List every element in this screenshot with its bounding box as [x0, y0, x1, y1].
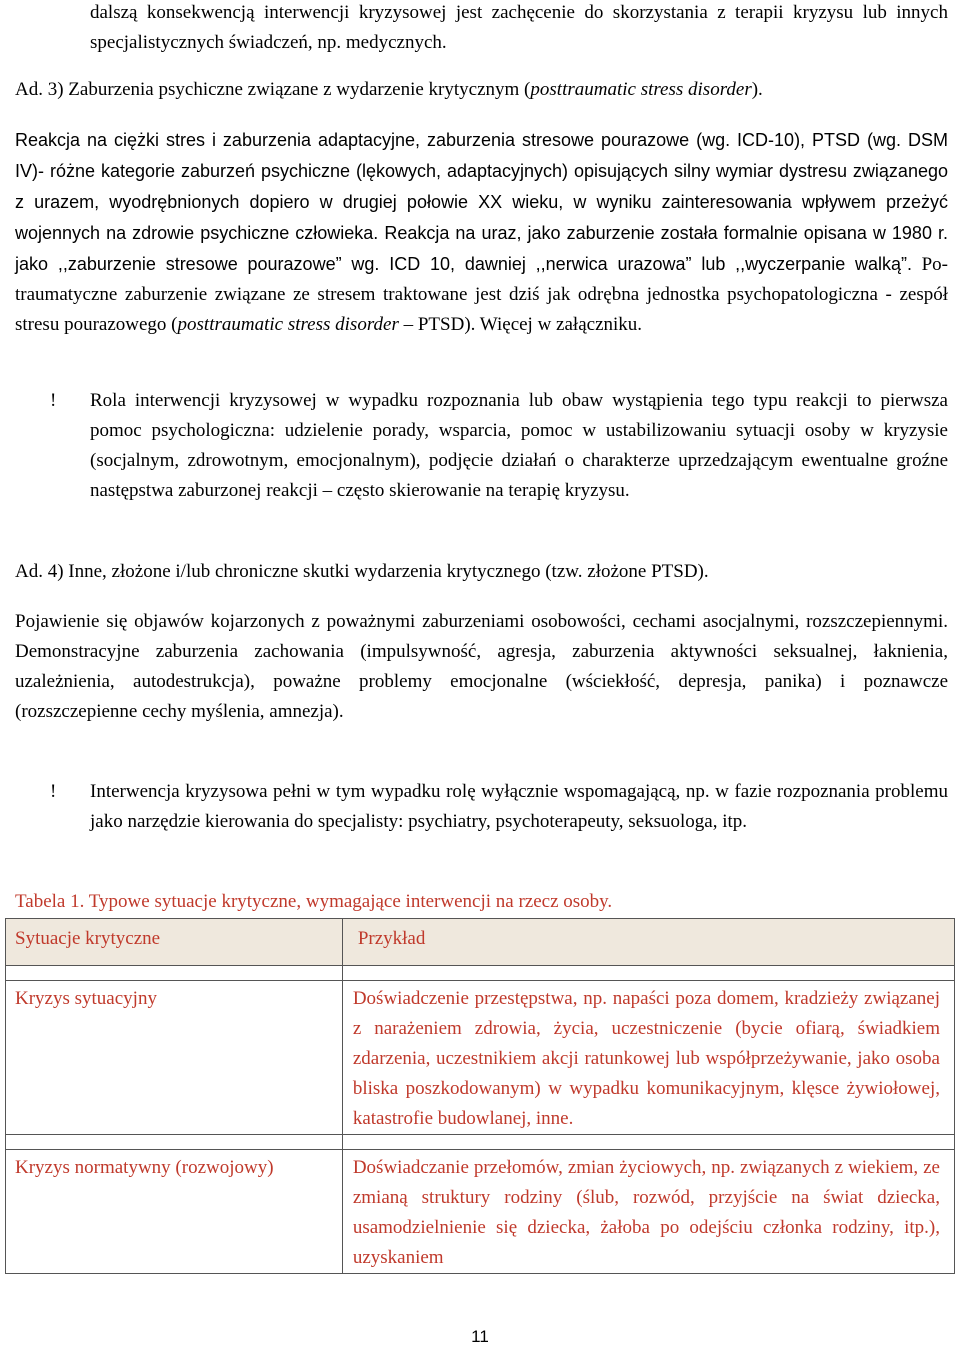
page-number: 11 — [471, 1327, 489, 1346]
table-header-row — [6, 919, 955, 966]
section-ad3-heading: Ad. 3) Zaburzenia psychiczne związane z wydarzenie krytycznym (posttraumatic stress disorder). — [15, 79, 763, 100]
table-spacer-row — [6, 1135, 955, 1150]
critical-situations-table — [5, 918, 955, 1274]
table-row — [6, 1150, 955, 1274]
bullet-support: Interwencja kryzysowa pełni w tym wypadku rolę wyłącznie wspomagającą, np. w fazie rozpoznania problemu jako narzędzie kierowania do specjalisty: psychiatry, psychoterapeuty, seksuologa, itp. — [90, 781, 948, 832]
table-header-cell: Sytuacje krytyczne — [6, 919, 343, 966]
table-row — [6, 981, 955, 1135]
table-cell: Doświadczenie przestępstwa, np. napaści poza domem, kradzieży związanej z narażeniem zdrowia, życia, uczestniczenie (bycie ofiarą, świadkiem zdarzenia, uczestnikiem akcji ratunkowej lub współprzeżywanie, jako osoba bliska poszkodowanym) w wypadku komunikacyjnym, klęsce żywiołowej, katastrofie budowlanej, inne. — [342, 981, 954, 1135]
exclamation-icon: ! — [50, 781, 57, 802]
paragraph-ptsd: Reakcja na ciężki stres i zaburzenia adaptacyjne, zaburzenia stresowe pourazowe (wg. ICD-10), PTSD (wg. DSM IV)- różne kategorie zaburzeń psychiczne (lękowych, adaptacyjnych) opisujących silny wymiar dystresu związanego z urazem, wyodrębnionych dopiero w drugiej połowie XX wieku, w wyniku zainteresowania wpływem przeżyć wojennych na zdrowie psychiczne człowieka. Reakcja na uraz, jako zaburzenie została formalnie opisana w 1980 r. jako ,,zaburzenie stresowe pourazowe” wg. ICD 10, dawniej ,,nerwica urazowa” lub ,,wyczerpanie walką”. Po-traumatyczne zaburzenie związane ze stresem traktowane jest dziś jak odrębna jednostka psychopatologiczna - zespół stresu pourazowego (posttraumatic stress disorder – PTSD). Więcej w załączniku. — [15, 130, 948, 335]
table-cell: Kryzys normatywny (rozwojowy) — [6, 1150, 343, 1274]
table-header-cell: Przykład — [342, 919, 954, 966]
section-ad4-heading: Ad. 4) Inne, złożone i/lub chroniczne skutki wydarzenia krytycznego (tzw. złożone PTSD). — [15, 561, 709, 582]
paragraph-intro: dalszą konsekwencją interwencji kryzysowej jest zachęcenie do skorzystania z terapii kryzysu lub innych specjalistycznych świadczeń, np. medycznych. — [90, 2, 948, 53]
bullet-role: Rola interwencji kryzysowej w wypadku rozpoznania lub obaw wystąpienia tego typu reakcji to pierwsza pomoc psychologiczna: udzielenie porady, wsparcia, pomoc w ustabilizowaniu sytuacji osoby w kryzysie (socjalnym, zdrowotnym, emocjonalnym), podjęcie działań o charakterze uprzedzającym ewentualne groźne następstwa zaburzonej reakcji – często skierowanie na terapię kryzysu. — [90, 390, 948, 501]
exclamation-icon: ! — [50, 390, 57, 411]
table-caption: Tabela 1. Typowe sytuacje krytyczne, wymagające interwencji na rzecz osoby. — [15, 891, 613, 912]
table-cell: Kryzys sytuacyjny — [6, 981, 343, 1135]
paragraph-complex: Pojawienie się objawów kojarzonych z poważnymi zaburzeniami osobowości, cechami asocjalnymi, rozszczepiennymi. Demonstracyjne zaburzenia zachowania (impulsywność, agresja, zaburzenia aktywności seksualnej, łaknienia, uzależnienia, autodestrukcja), poważne problemy emocjonalne (wściekłość, depresja, panika) i poznawcze (rozszczepienne cechy myślenia, amnezja). — [15, 611, 948, 722]
table-spacer-row — [6, 966, 955, 981]
table-cell: Doświadczanie przełomów, zmian życiowych, np. związanych z wiekiem, ze zmianą struktury rodziny (ślub, rozwód, przyjście na świat dziecka, usamodzielnienie się dziecka, żałoba po odejściu członka rodziny, itp.), uzyskaniem — [342, 1150, 954, 1274]
